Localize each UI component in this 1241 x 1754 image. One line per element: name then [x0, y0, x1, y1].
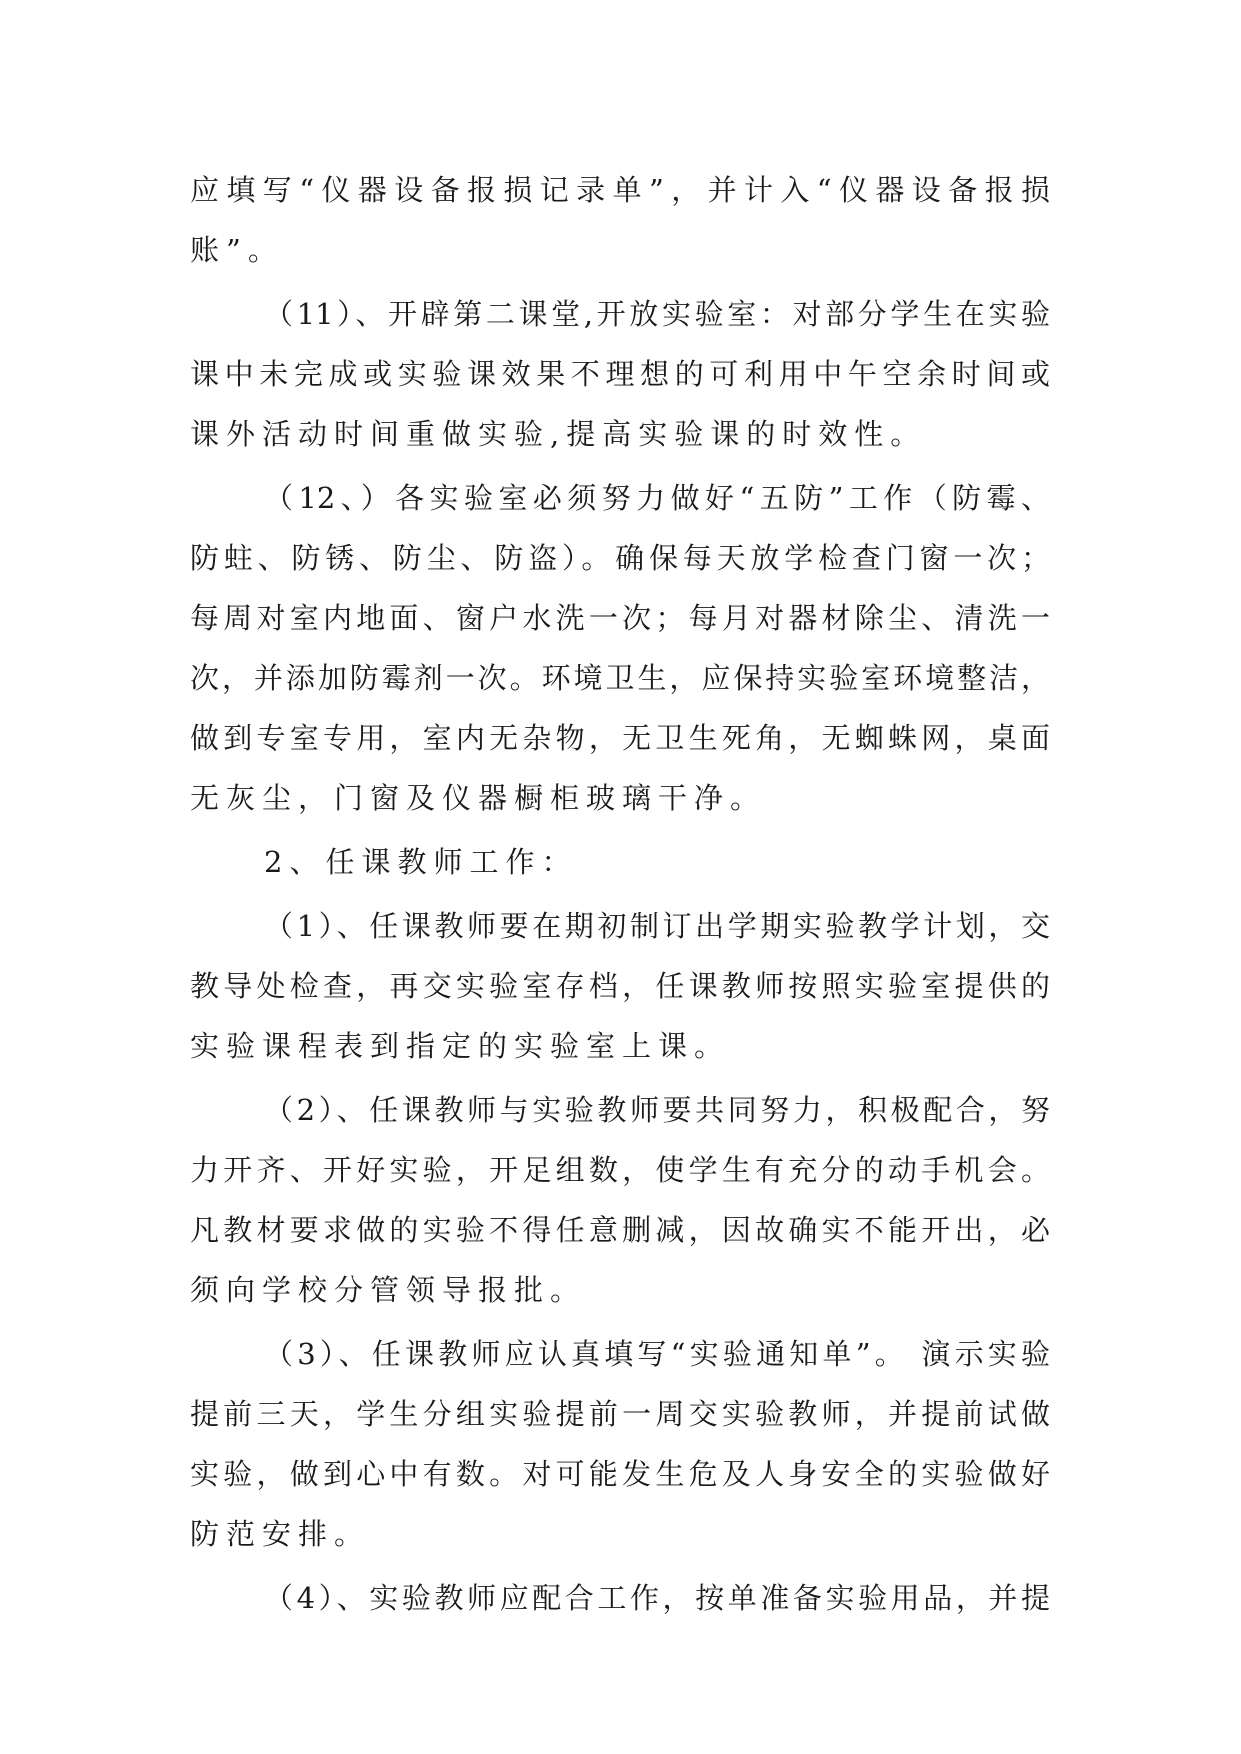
- paragraph-11-line: （11）、开辟第二课堂,开放实验室：对部分学生在实验: [264, 297, 1050, 331]
- text-line: 须向学校分管领导报批。: [190, 1273, 587, 1307]
- text-line: 实验，做到心中有数。对可能发生危及人身安全的实验做好: [190, 1457, 1050, 1491]
- text-line: 防蛀、防锈、防尘、防盗）。确保每天放学检查门窗一次；: [190, 541, 1050, 575]
- document-body: [190, 160, 1050, 1628]
- paragraph-3-line: （3）、任课教师应认真填写“实验通知单”。 演示实验: [264, 1337, 1050, 1371]
- paragraph-4-line: （4）、实验教师应配合工作，按单准备实验用品，并提: [264, 1581, 1050, 1615]
- text-line: 凡教材要求做的实验不得任意删减，因故确实不能开出，必: [190, 1213, 1050, 1247]
- text-line: 应填写“仪器设备报损记录单”，并计入“仪器设备报损: [190, 173, 1050, 207]
- text-line: 提前三天，学生分组实验提前一周交实验教师，并提前试做: [190, 1397, 1050, 1431]
- text-line: 无灰尘，门窗及仪器橱柜玻璃干净。: [190, 781, 767, 815]
- text-line: 课中未完成或实验课效果不理想的可利用中午空余时间或: [190, 357, 1050, 391]
- text-line: 教导处检查，再交实验室存档，任课教师按照实验室提供的: [190, 969, 1050, 1003]
- paragraph-1-line: （1）、任课教师要在期初制订出学期实验教学计划，交: [264, 909, 1050, 943]
- text-line: 力开齐、开好实验，开足组数，使学生有充分的动手机会。: [190, 1153, 1050, 1187]
- text-line: 账”。: [190, 233, 284, 267]
- paragraph-2-line: （2）、任课教师与实验教师要共同努力，积极配合，努: [264, 1093, 1050, 1127]
- text-line: 课外活动时间重做实验,提高实验课的时效性。: [190, 417, 927, 451]
- text-line: 防范安排。: [190, 1517, 371, 1551]
- text-line: 实验课程表到指定的实验室上课。: [190, 1029, 731, 1063]
- section-heading: 2、任课教师工作：: [264, 845, 578, 879]
- paragraph-12-line: （12、）各实验室必须努力做好“五防”工作（防霉、: [264, 481, 1050, 515]
- text-line: 做到专室专用，室内无杂物，无卫生死角，无蜘蛛网，桌面: [190, 721, 1050, 755]
- text-line: 次，并添加防霉剂一次。环境卫生，应保持实验室环境整洁，: [190, 661, 1050, 695]
- text-line: 每周对室内地面、窗户水洗一次；每月对器材除尘、清洗一: [190, 601, 1050, 635]
